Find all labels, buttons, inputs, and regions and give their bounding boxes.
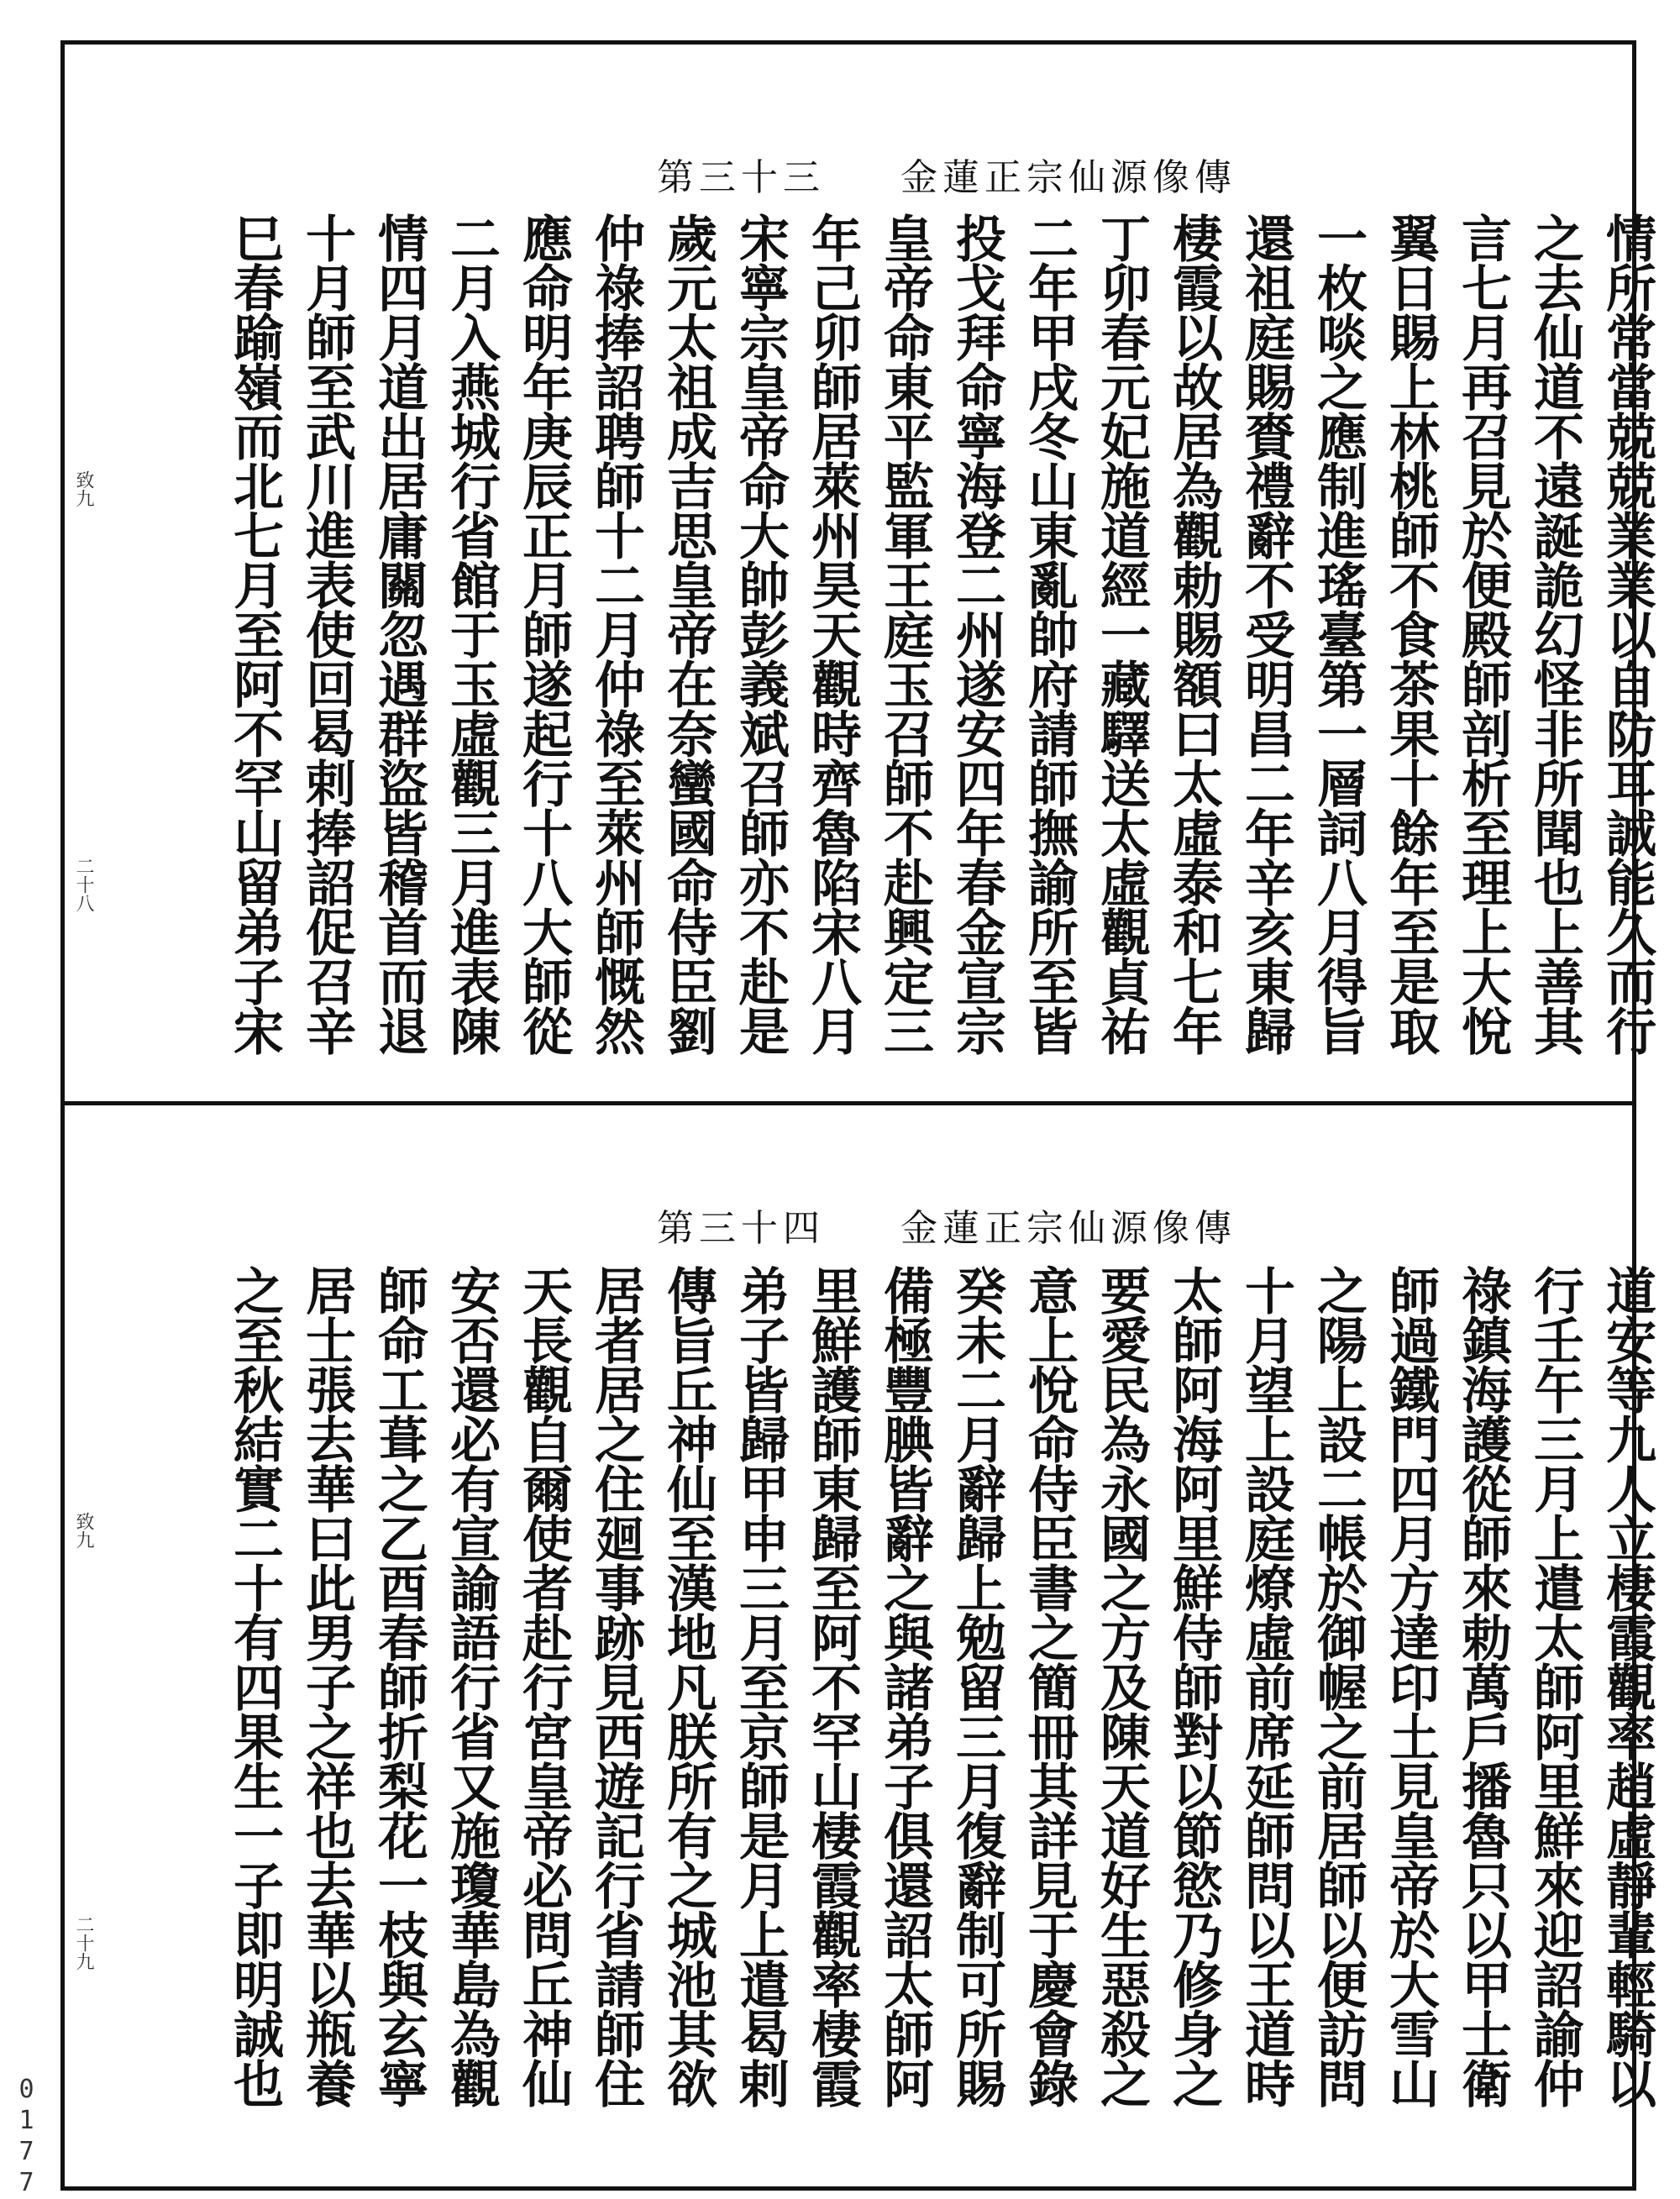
bottom-header-page: 第三十四 xyxy=(657,1207,825,1250)
text-column: 應命明年庚辰正月師遂起行十八大師從 xyxy=(514,213,573,1055)
top-header xyxy=(657,147,1270,201)
bottom-panel xyxy=(65,1105,1656,2186)
text-column: 要愛民為永國之方及陳天道好生惡殺之 xyxy=(1092,1265,1151,2107)
text-column: 師命工葺之乙酉春師折梨花一枝與玄寧 xyxy=(370,1265,428,2107)
text-column: 二月入燕城行省館于玉虛觀三月進表陳 xyxy=(442,213,501,1055)
top-header-page: 第三十三 xyxy=(657,156,825,199)
text-column: 里鮮護師東歸至阿不罕山棲霞觀率棲霞 xyxy=(803,1265,862,2107)
text-column: 情四月道出居庸關忽遇群盜皆稽首而退 xyxy=(370,213,428,1055)
bottom-margin-volume: 致九 xyxy=(73,1512,94,1549)
scan-page-number: 0177 xyxy=(12,2075,41,2199)
text-column: 意上悅命侍臣書之簡冊其詳見于慶會錄 xyxy=(1020,1265,1079,2107)
text-column: 翼日賜上林桃師不食茶果十餘年至是取 xyxy=(1381,213,1440,1055)
text-column: 之陽上設二帳於御幄之前居師以便訪問 xyxy=(1309,1265,1368,2107)
text-column: 道安等九人立棲霞觀率趙虛靜輩輕騎以 xyxy=(1598,1265,1656,2107)
top-panel xyxy=(65,45,1656,1101)
text-column: 行壬午三月上遣太師阿里鮮來迎詔諭仲 xyxy=(1525,1265,1584,2107)
text-column: 投戈拜命寧海登二州遂安四年春金宣宗 xyxy=(948,213,1006,1055)
text-column: 棲霞以故居為觀勅賜額曰太虛泰和七年 xyxy=(1164,213,1223,1055)
text-column: 皇帝命東平監軍王庭玉召師不赴興定三 xyxy=(875,213,934,1055)
text-column: 弟子皆歸甲申三月至京師是月上遣曷剌 xyxy=(731,1265,790,2107)
text-column: 歲元太祖成吉思皇帝在奈蠻國命侍臣劉 xyxy=(659,213,717,1055)
text-column: 宋寧宗皇帝命大帥彭義斌召師亦不赴是 xyxy=(731,213,790,1055)
text-column: 居者居之住廻事跡見西遊記行省請師住 xyxy=(586,1265,645,2107)
top-text-columns xyxy=(118,213,1663,1086)
text-column: 癸未二月辭歸上勉留三月復辭制可所賜 xyxy=(948,1265,1006,2107)
text-column: 年己卯師居萊州昊天觀時齊魯陷宋八月 xyxy=(803,213,862,1055)
text-column: 太師阿海阿里鮮侍師對以節慾乃修身之 xyxy=(1164,1265,1223,2107)
text-column: 之至秋結實二十有四果生一子即明誠也 xyxy=(225,1265,284,2107)
text-column: 言七月再召見於便殿師剖析至理上大悅 xyxy=(1453,213,1512,1055)
text-column: 情所常當兢兢業業以自防耳誠能久而行 xyxy=(1598,213,1656,1055)
top-header-title: 金蓮正宗仙源像傳 xyxy=(900,156,1236,199)
text-column: 師過鐵門四月方達印土見皇帝於大雪山 xyxy=(1381,1265,1440,2107)
bottom-margin-folio: 二十九 xyxy=(73,1915,94,1971)
bottom-header-title: 金蓮正宗仙源像傳 xyxy=(900,1207,1236,1250)
text-column: 二年甲戌冬山東亂帥府請師撫諭所至皆 xyxy=(1020,213,1079,1055)
text-column: 傳旨丘神仙至漢地凡朕所有之城池其欲 xyxy=(659,1265,717,2107)
text-column: 還祖庭賜賚禮辭不受明昌二年辛亥東歸 xyxy=(1236,213,1295,1055)
text-column: 天長觀自爾使者赴行宮皇帝必問丘神仙 xyxy=(514,1265,573,2107)
text-column: 備極豐腆皆辭之與諸弟子俱還詔太師阿 xyxy=(875,1265,934,2107)
text-column: 一枚啖之應制進瑤臺第一層詞八月得旨 xyxy=(1309,213,1368,1055)
text-column: 丁卯春元妃施道經一藏驛送太虛觀貞祐 xyxy=(1092,213,1151,1055)
text-column: 仲祿捧詔聘師十二月仲祿至萊州師慨然 xyxy=(586,213,645,1055)
bottom-text-columns xyxy=(118,1265,1663,2155)
text-column: 巳春踰嶺而北七月至阿不罕山留弟子宋 xyxy=(225,213,284,1055)
top-margin-volume: 致九 xyxy=(73,470,94,507)
text-column: 居士張去華曰此男子之祥也去華以瓶養 xyxy=(297,1265,356,2107)
text-column: 安否還必有宣諭語行省又施瓊華島為觀 xyxy=(442,1265,501,2107)
text-column: 祿鎮海護從師來勅萬戶播魯只以甲士衛 xyxy=(1453,1265,1512,2107)
bottom-header xyxy=(657,1198,1270,1252)
top-margin-folio: 二十八 xyxy=(73,857,94,912)
text-column: 十月望上設庭燎虛前席延師問以王道時 xyxy=(1236,1265,1295,2107)
text-column: 十月師至武川進表使回曷剌捧詔促召辛 xyxy=(297,213,356,1055)
text-column: 之去仙道不遠誕詭幻怪非所聞也上善其 xyxy=(1525,213,1584,1055)
